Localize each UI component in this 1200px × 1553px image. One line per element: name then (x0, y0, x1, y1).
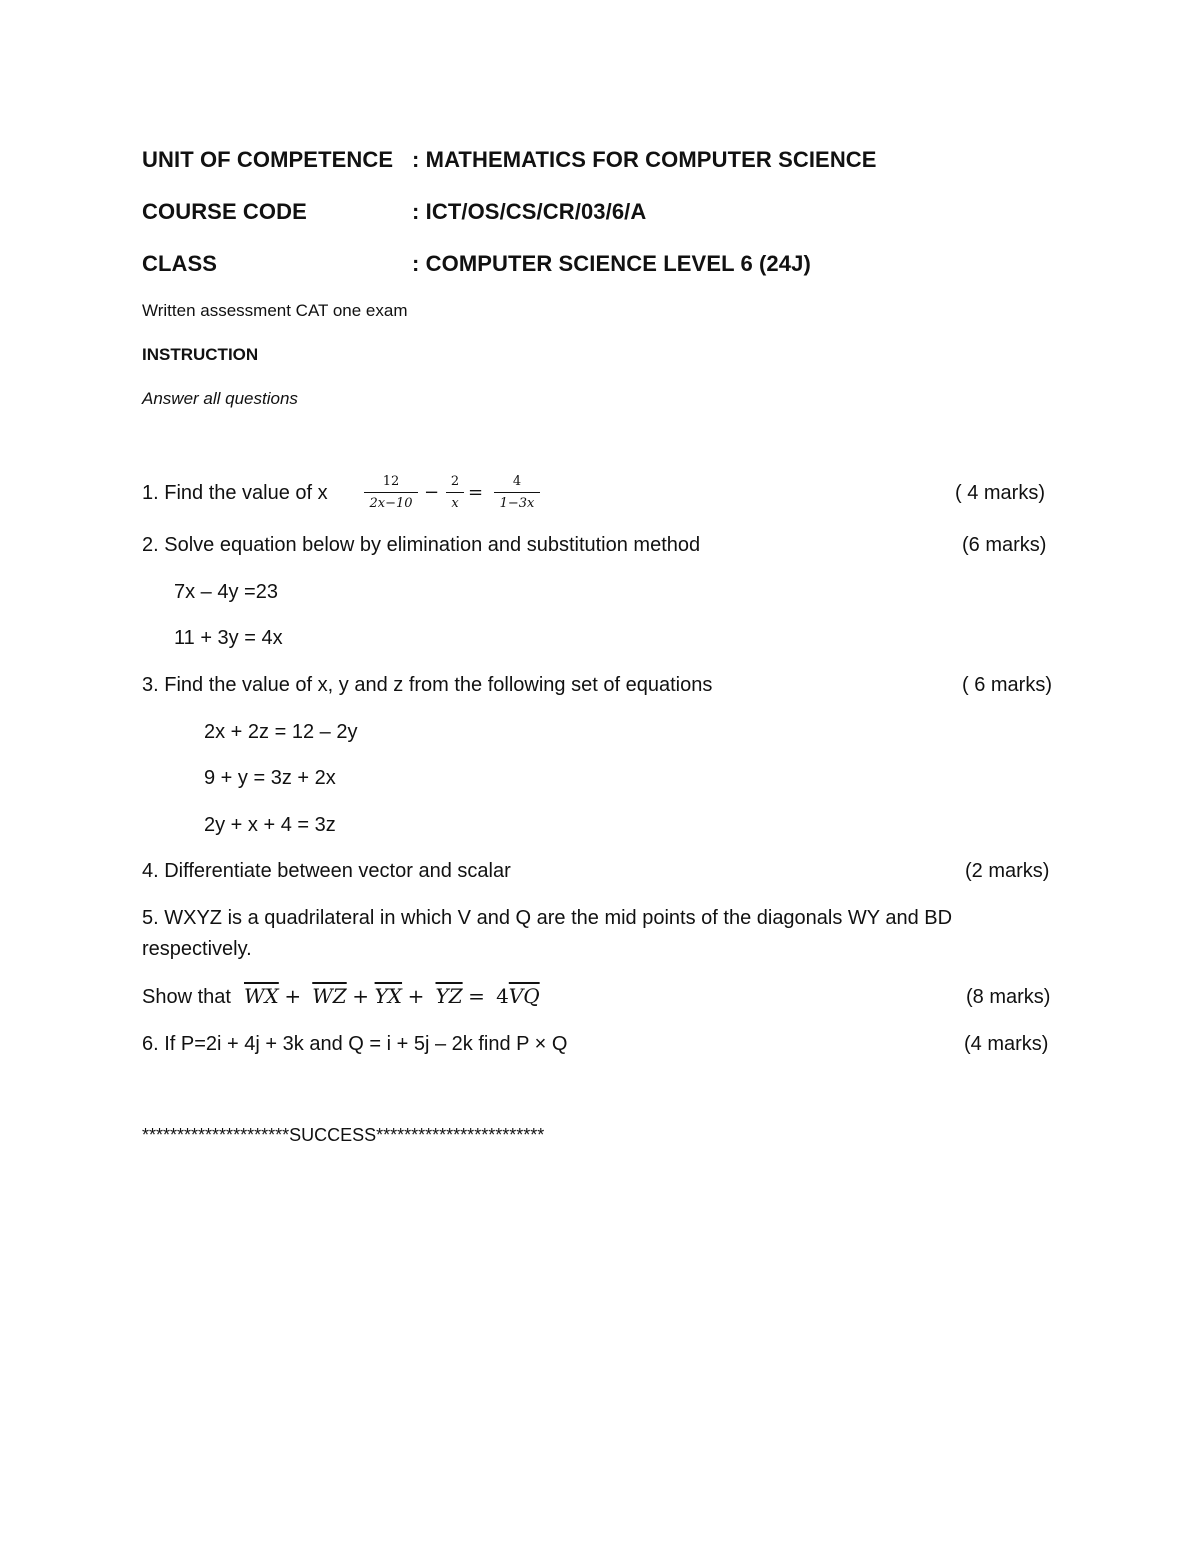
question-6-text: 6. If P=2i + 4j + 3k and Q = i + 5j – 2k find P × Q (142, 1033, 568, 1055)
course-code-label: COURSE CODE (142, 199, 307, 224)
footer-success: *********************SUCCESS************************ (142, 1125, 545, 1145)
subtitle: Written assessment CAT one exam (142, 301, 408, 320)
fraction-3-numerator: 4 (512, 474, 522, 489)
plus-sign-1: + (284, 984, 302, 1008)
question-3-equation-1: 2x + 2z = 12 – 2y (204, 721, 358, 743)
minus-sign: − (424, 482, 440, 503)
question-2-equation-2: 11 + 3y = 4x (174, 627, 283, 649)
fraction-1-denominator: 2x−10 (369, 496, 413, 511)
vector-yx: $\overline{YX}$ (374, 984, 403, 1008)
fraction-2-denominator: x (451, 496, 459, 511)
question-4-marks: (2 marks) (965, 860, 1050, 882)
equals-sign: = (468, 482, 484, 503)
vector-wz: $\overline{WZ}$ (312, 984, 347, 1008)
fraction-2 (446, 474, 464, 511)
show-that-label: Show that (142, 986, 231, 1008)
question-5-line-1: 5. WXYZ is a quadrilateral in which V and Q are the mid points of the diagonals WY and BD (142, 907, 953, 929)
instruction-text: Answer all questions (142, 389, 298, 408)
fraction-3-denominator: 1−3x (499, 496, 535, 511)
question-6-marks: (4 marks) (964, 1033, 1049, 1055)
vector-equation (244, 984, 540, 1009)
question-2-equation-1: 7x – 4y =23 (174, 581, 278, 603)
instruction-heading: INSTRUCTION (142, 345, 259, 364)
unit-label: UNIT OF COMPETENCE (142, 147, 394, 172)
question-1-marks: ( 4 marks) (955, 482, 1045, 504)
unit-value: : MATHEMATICS FOR COMPUTER SCIENCE (412, 147, 877, 172)
fraction-1-numerator: 12 (382, 474, 400, 489)
vector-yz: $\overline{YZ}$ (435, 984, 463, 1008)
class-value: : COMPUTER SCIENCE LEVEL 6 (24J) (412, 251, 811, 276)
plus-sign-3: + (407, 984, 425, 1008)
question-3-marks: ( 6 marks) (962, 674, 1052, 696)
question-2-marks: (6 marks) (962, 534, 1047, 556)
question-5-marks: (8 marks) (966, 986, 1051, 1008)
class-label: CLASS (142, 251, 218, 276)
question-1-text: 1. Find the value of x (142, 482, 328, 504)
equals-sign-vectors: = (468, 984, 485, 1008)
question-5-line-2: respectively. (142, 938, 252, 960)
coefficient: 4 (496, 984, 509, 1008)
question-3-text: 3. Find the value of x, y and z from the following set of equations (142, 674, 713, 696)
fraction-3 (494, 474, 540, 511)
question-4-text: 4. Differentiate between vector and scalar (142, 860, 511, 882)
vector-wx: $\overline{WX}$ (244, 984, 279, 1008)
question-3-equation-3: 2y + x + 4 = 3z (204, 814, 336, 836)
question-2-text: 2. Solve equation below by elimination and substitution method (142, 534, 701, 556)
fraction-1 (364, 474, 418, 511)
course-code-value: : ICT/OS/CS/CR/03/6/A (412, 199, 647, 224)
question-3-equation-2: 9 + y = 3z + 2x (204, 767, 336, 789)
fraction-2-numerator: 2 (450, 474, 460, 489)
vector-vq: $\overline{VQ}$ (508, 984, 540, 1008)
plus-sign-2: + (352, 984, 370, 1008)
